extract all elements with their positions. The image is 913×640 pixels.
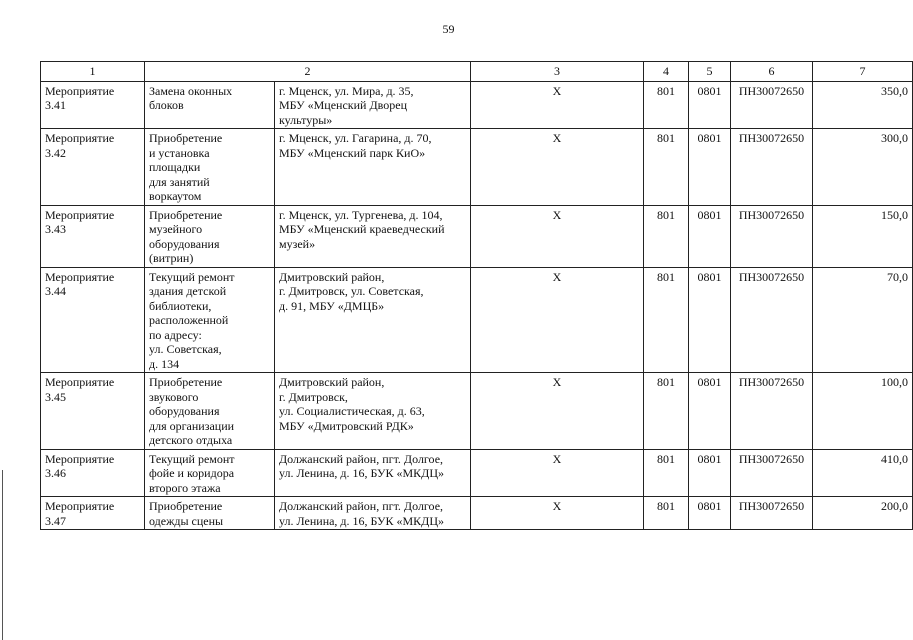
mark-cell: Х [471, 205, 644, 267]
code-6-cell: ПН30072650 [731, 129, 813, 206]
header-cell-1: 1 [41, 62, 145, 82]
mark-cell: Х [471, 497, 644, 530]
page-edge-line [2, 470, 3, 640]
code-6-cell: ПН30072650 [731, 449, 813, 497]
code-6-cell: ПН30072650 [731, 205, 813, 267]
amount-cell: 410,0 [813, 449, 913, 497]
header-cell-6: 6 [731, 62, 813, 82]
amount-cell: 100,0 [813, 373, 913, 450]
activity-cell: Приобретение музейного оборудования (витрин) [145, 205, 275, 267]
code-4-cell: 801 [644, 81, 689, 129]
address-cell: г. Мценск, ул. Гагарина, д. 70, МБУ «Мценский парк КиО» [275, 129, 471, 206]
table-row [41, 129, 913, 206]
code-6-cell: ПН30072650 [731, 81, 813, 129]
code-4-cell: 801 [644, 267, 689, 373]
amount-cell: 150,0 [813, 205, 913, 267]
header-cell-4: 4 [644, 62, 689, 82]
table-row [41, 373, 913, 450]
mark-cell: Х [471, 129, 644, 206]
code-4-cell: 801 [644, 449, 689, 497]
activity-cell: Текущий ремонт здания детской библиотеки, расположенной по адресу: ул. Советская, д. 134 [145, 267, 275, 373]
amount-cell: 300,0 [813, 129, 913, 206]
code-5-cell: 0801 [689, 449, 731, 497]
address-cell: г. Мценск, ул. Мира, д. 35, МБУ «Мценский Дворец культуры» [275, 81, 471, 129]
code-4-cell: 801 [644, 205, 689, 267]
address-cell: Должанский район, пгт. Долгое, ул. Ленина, д. 16, БУК «МКДЦ» [275, 497, 471, 530]
event-cell: Мероприятие 3.46 [41, 449, 145, 497]
address-cell: Должанский район, пгт. Долгое, ул. Ленина, д. 16, БУК «МКДЦ» [275, 449, 471, 497]
table-row [41, 449, 913, 497]
code-5-cell: 0801 [689, 129, 731, 206]
header-cell-2: 2 [145, 62, 471, 82]
event-cell: Мероприятие 3.43 [41, 205, 145, 267]
event-cell: Мероприятие 3.44 [41, 267, 145, 373]
event-cell: Мероприятие 3.47 [41, 497, 145, 530]
address-cell: Дмитровский район, г. Дмитровск, ул. Социалистическая, д. 63, МБУ «Дмитровский РДК» [275, 373, 471, 450]
code-6-cell: ПН30072650 [731, 267, 813, 373]
amount-cell: 350,0 [813, 81, 913, 129]
table-header-row [41, 62, 913, 82]
amount-cell: 70,0 [813, 267, 913, 373]
code-5-cell: 0801 [689, 81, 731, 129]
table-row [41, 81, 913, 129]
table-body [41, 62, 913, 530]
address-cell: Дмитровский район, г. Дмитровск, ул. Советская, д. 91, МБУ «ДМЦБ» [275, 267, 471, 373]
code-5-cell: 0801 [689, 497, 731, 530]
activity-cell: Замена оконных блоков [145, 81, 275, 129]
event-cell: Мероприятие 3.41 [41, 81, 145, 129]
header-cell-3: 3 [471, 62, 644, 82]
code-5-cell: 0801 [689, 267, 731, 373]
table-row [41, 205, 913, 267]
activity-cell: Текущий ремонт фойе и коридора второго этажа [145, 449, 275, 497]
mark-cell: Х [471, 81, 644, 129]
page-number: 59 [442, 22, 455, 36]
activities-table [40, 61, 913, 530]
mark-cell: Х [471, 373, 644, 450]
amount-cell: 200,0 [813, 497, 913, 530]
code-4-cell: 801 [644, 497, 689, 530]
code-6-cell: ПН30072650 [731, 497, 813, 530]
code-5-cell: 0801 [689, 373, 731, 450]
address-cell: г. Мценск, ул. Тургенева, д. 104, МБУ «Мценский краеведческий музей» [275, 205, 471, 267]
code-5-cell: 0801 [689, 205, 731, 267]
activity-cell: Приобретение звукового оборудования для организации детского отдыха [145, 373, 275, 450]
header-cell-5: 5 [689, 62, 731, 82]
header-cell-7: 7 [813, 62, 913, 82]
event-cell: Мероприятие 3.42 [41, 129, 145, 206]
event-cell: Мероприятие 3.45 [41, 373, 145, 450]
table-row [41, 497, 913, 530]
activity-cell: Приобретение и установка площадки для занятий воркаутом [145, 129, 275, 206]
mark-cell: Х [471, 267, 644, 373]
code-6-cell: ПН30072650 [731, 373, 813, 450]
code-4-cell: 801 [644, 129, 689, 206]
activity-cell: Приобретение одежды сцены [145, 497, 275, 530]
mark-cell: Х [471, 449, 644, 497]
code-4-cell: 801 [644, 373, 689, 450]
table-row [41, 267, 913, 373]
